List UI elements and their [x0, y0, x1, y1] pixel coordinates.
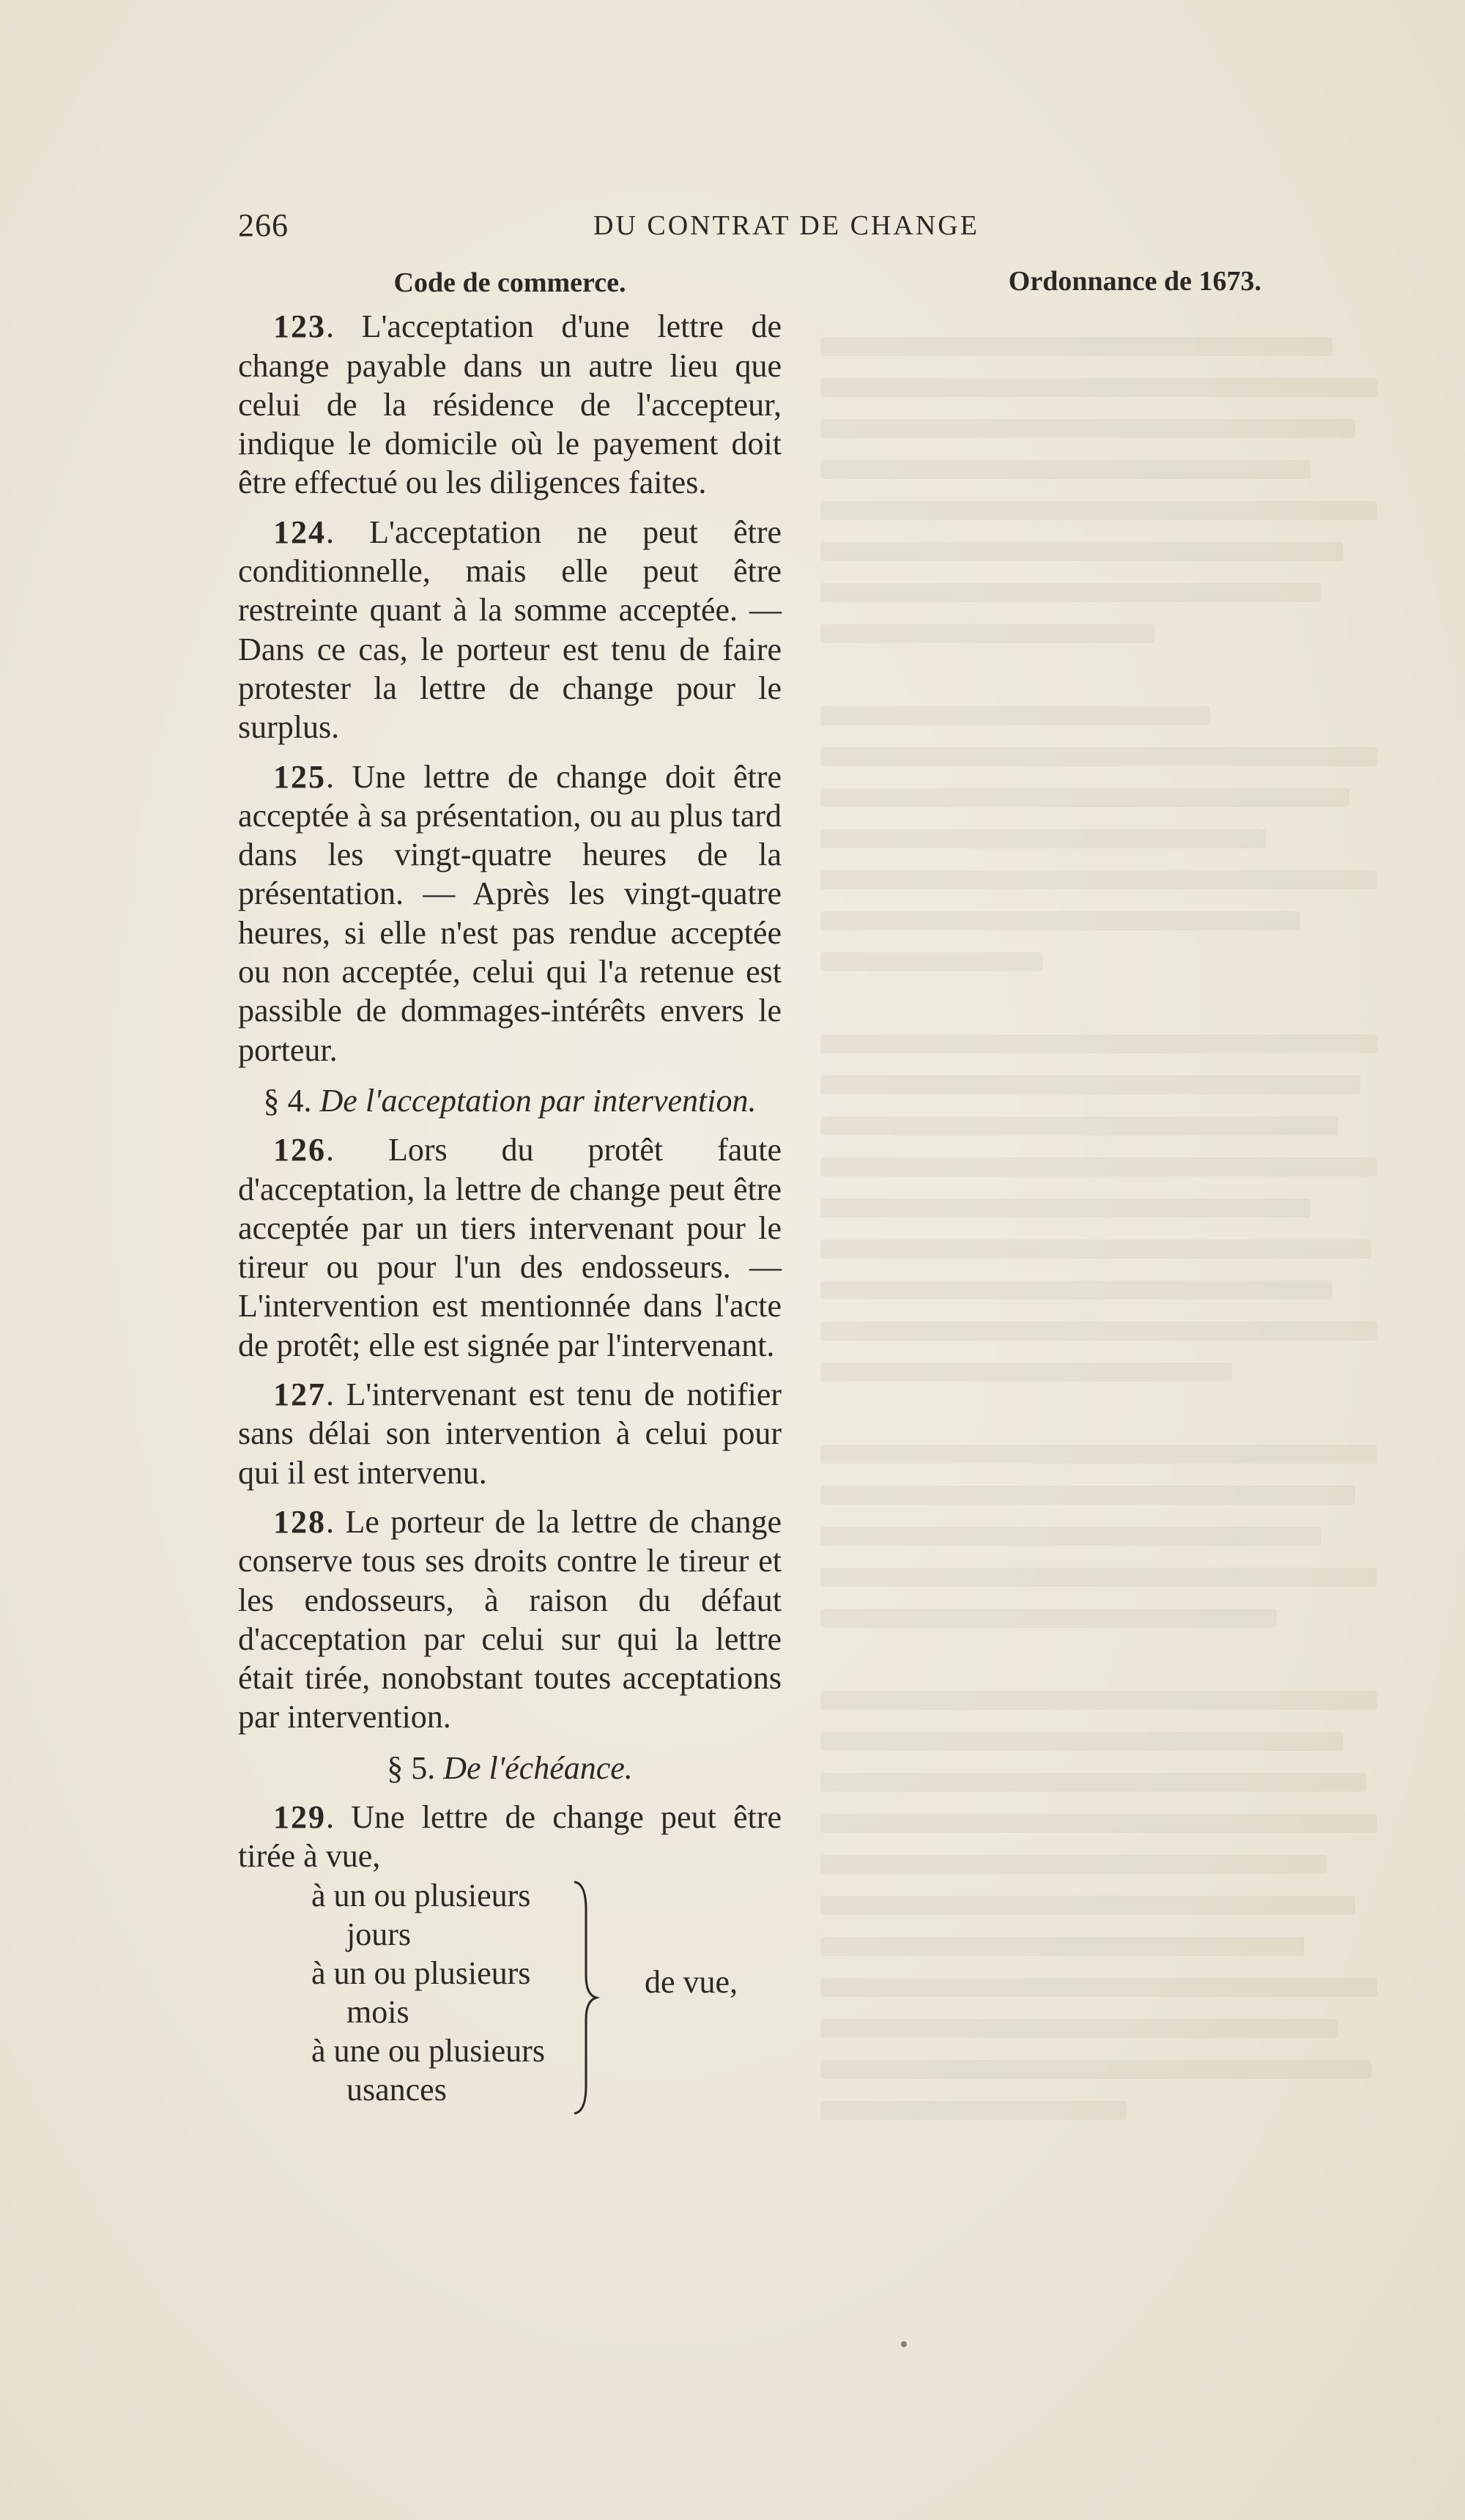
- section-heading-4: § 4. De l'acceptation par intervention.: [263, 1082, 757, 1119]
- running-title: DU CONTRAT DE CHANGE: [593, 210, 979, 241]
- page-number: 266: [238, 207, 289, 243]
- article-127: 127. L'intervenant est tenu de notifier sans délai son intervention à celui pour qui il est intervenu.: [238, 1376, 782, 1491]
- paper-speck: [901, 2341, 907, 2347]
- schema-suffix: de vue,: [645, 1963, 738, 2000]
- maturity-schema: [238, 1876, 782, 2108]
- page-header: [238, 207, 1256, 251]
- article-129: 129. Une lettre de change peut être tirée à vue,: [238, 1798, 782, 1875]
- schema-item-jours: à un ou plusieurs jours: [311, 1877, 531, 1952]
- article-125: 125. Une lettre de change doit être acceptée à sa présentation, ou au plus tard dans les vingt-quatre heures de la présentation. — Après les vingt-quatre heures, si elle n'est pas rendue acceptée ou non acceptée, celui qui l'a retenue est passible de dommages-intérêts envers le porteur.: [238, 758, 782, 1068]
- article-124: 124. L'acceptation ne peut être conditionnelle, mais elle peut être restreinte quant à la somme acceptée. — Dans ce cas, le porteur est tenu de faire protester la lettre de change pour le surplus.: [238, 514, 782, 746]
- right-column-heading: Ordonnance de 1673.: [1008, 266, 1261, 297]
- left-column: [238, 264, 782, 2108]
- article-126: 126. Lors du protêt faute d'acceptation, la lettre de change peut être acceptée par un tiers intervenant pour le tireur ou pour l'un des endosseurs. — L'intervention est mentionnée dans l'acte de protêt; elle est signée par l'intervenant.: [238, 1132, 782, 1363]
- left-column-heading: Code de commerce.: [393, 267, 626, 298]
- article-128: 128. Le porteur de la lettre de change conserve tous ses droits contre le tireur et les endosseurs, à raison du défaut d'acceptation par celui sur qui la lettre était tirée, nonobstant toutes acceptations par intervention.: [238, 1503, 782, 1735]
- schema-item-mois: à un ou plusieurs mois: [311, 1954, 531, 2030]
- bleed-through-texture: [820, 337, 1377, 2142]
- right-brace-icon: [571, 1880, 601, 2115]
- article-123: 123. L'acceptation d'une lettre de change payable dans un autre lieu que celui de la résidence de l'accepteur, indique le domicile où le payement doit être effectué ou les diligences faites.: [238, 308, 782, 501]
- schema-item-usances: à une ou plusieurs usances: [311, 2032, 545, 2108]
- section-heading-5: § 5. De l'échéance.: [387, 1749, 633, 1786]
